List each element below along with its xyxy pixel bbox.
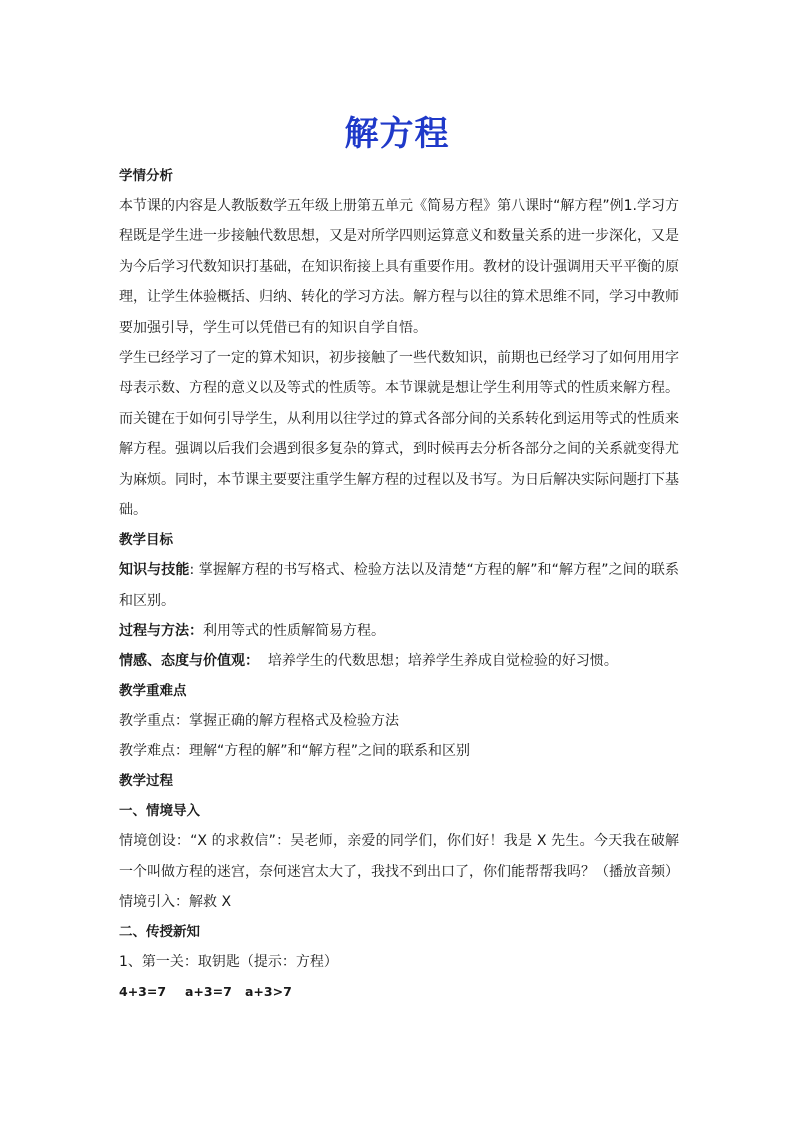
- analysis-paragraph-2: 学生已经学习了一定的算术知识，初步接触了一些代数知识，前期也已经学习了如何用用字母表示数、方程的意义以及等式的性质等。本节课就是想让学生利用等式的性质来解方程。而关键在于如何引导学生，从利用以往学过的算式各部分间的关系转化到运用等式的性质来解方程。强调以后我们会遇到很多复杂的算式，到时候再去分析各部分之间的关系就变得尤为麻烦。同时，本节课主要要注重学生解方程的过程以及书写。为日后解决实际问题打下基础。: [119, 350, 679, 519]
- section-heading-analysis: 学情分析: [119, 168, 173, 184]
- goal-knowledge-label: 知识与技能: [119, 562, 190, 579]
- goal-emotion: [119, 646, 679, 676]
- section-heading-process: 教学过程: [119, 773, 173, 790]
- scene-paragraph: 情境创设：“X 的求救信”：吴老师，亲爱的同学们，你们好！我是 X 先生。今天我在破解一个叫做方程的迷宫，奈何迷宫太大了，我找不到出口了，你们能帮帮我吗？（播放音频）: [119, 833, 679, 880]
- keypoint-key: 教学重点：掌握正确的解方程格式及检验方法: [119, 713, 399, 730]
- equation-item: 4+3=7: [119, 984, 167, 1000]
- goal-knowledge-text: : 掌握解方程的书写格式、检验方法以及清楚“方程的解”和“解方程”之间的联系和区别。: [119, 562, 679, 609]
- section-heading-keypoints: 教学重难点: [119, 683, 187, 700]
- goal-process-text: 利用等式的性质解简易方程。: [203, 623, 385, 640]
- goal-process: [119, 616, 679, 646]
- goal-emotion-text: 培养学生的代数思想；培养学生养成自觉检验的好习惯。: [259, 653, 618, 670]
- document-body: [119, 161, 679, 1007]
- goal-process-label: 过程与方法：: [119, 623, 203, 640]
- keypoint-difficult: 教学难点：理解“方程的解”和“解方程”之间的联系和区别: [119, 743, 471, 760]
- equation-row: [119, 977, 679, 1007]
- intro-line: 情境引入：解救 X: [119, 894, 232, 911]
- goal-knowledge: [119, 555, 679, 616]
- analysis-paragraph-1: 本节课的内容是人教版数学五年级上册第五单元《简易方程》第八课时“解方程”例1.学习方程既是学生进一步接触代数思想，又是对所学四则运算意义和数量关系的进一步深化，又是为今后学习代数知识打基础，在知识衔接上具有重要作用。教材的设计强调用天平平衡的原理，让学生体验概括、归纳、转化的学习方法。解方程与以往的算术思维不同，学习中教师要加强引导，学生可以凭借已有的知识自学自悟。: [119, 198, 679, 336]
- level1-line: 1、第一关：取钥匙（提示：方程）: [119, 954, 338, 971]
- equation-item: a+3=7: [185, 984, 232, 1000]
- step2-heading: 二、传授新知: [119, 924, 200, 941]
- page-title: 解方程: [344, 114, 450, 154]
- goal-emotion-label: 情感、态度与价值观：: [119, 653, 259, 670]
- step1-heading: 一、情境导入: [119, 803, 200, 820]
- equation-item: a+3>7: [245, 984, 292, 1000]
- section-heading-goals: 教学目标: [119, 532, 173, 549]
